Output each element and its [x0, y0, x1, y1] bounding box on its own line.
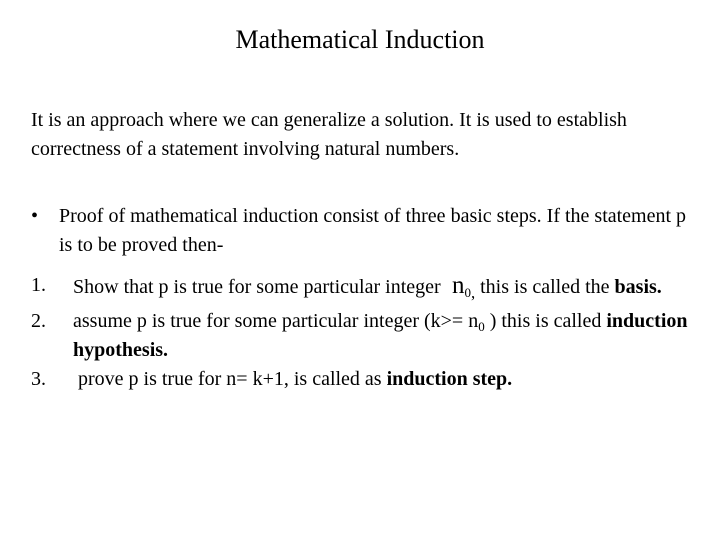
step-number: 3.: [31, 368, 46, 390]
step-bold-term: basis.: [614, 276, 662, 298]
step-text: [73, 310, 485, 332]
variable-n0: [446, 272, 471, 299]
step-number: 1.: [31, 274, 46, 296]
step-text: prove p is true for n= k+1, is called as: [78, 368, 382, 390]
step-bold-term: induction hypothesis.: [73, 310, 688, 361]
variable-base: n: [451, 272, 465, 299]
slide-title: Mathematical Induction: [235, 25, 485, 54]
step-number: 2.: [31, 310, 46, 332]
list-item-step-3: [31, 365, 701, 394]
list-item-step-2: [31, 307, 701, 365]
subscript-comma: ,: [470, 283, 476, 302]
list-item-step-1: [31, 271, 701, 307]
variable-subscript: 0: [464, 285, 471, 300]
intro-paragraph: It is an approach where we can generalize a solution. It is used to establish correctness of a statement involving natural numbers.: [31, 109, 627, 160]
variable-subscript: 0: [478, 319, 485, 334]
step-text-after: ) this is called: [489, 310, 602, 332]
step-text-before: assume p is true for some particular integer (k>= n: [73, 310, 479, 332]
steps-list: [31, 271, 701, 394]
step-text: Show that p is true for some particular integer: [73, 276, 441, 298]
step-bold-term: induction step.: [386, 368, 513, 390]
bullet-item: [31, 202, 701, 260]
step-text-after: this is called the: [480, 276, 610, 298]
bullet-mark: •: [31, 205, 39, 227]
bullet-text: Proof of mathematical induction consist of three basic steps. If the statement p is to be proved then-: [59, 205, 687, 256]
